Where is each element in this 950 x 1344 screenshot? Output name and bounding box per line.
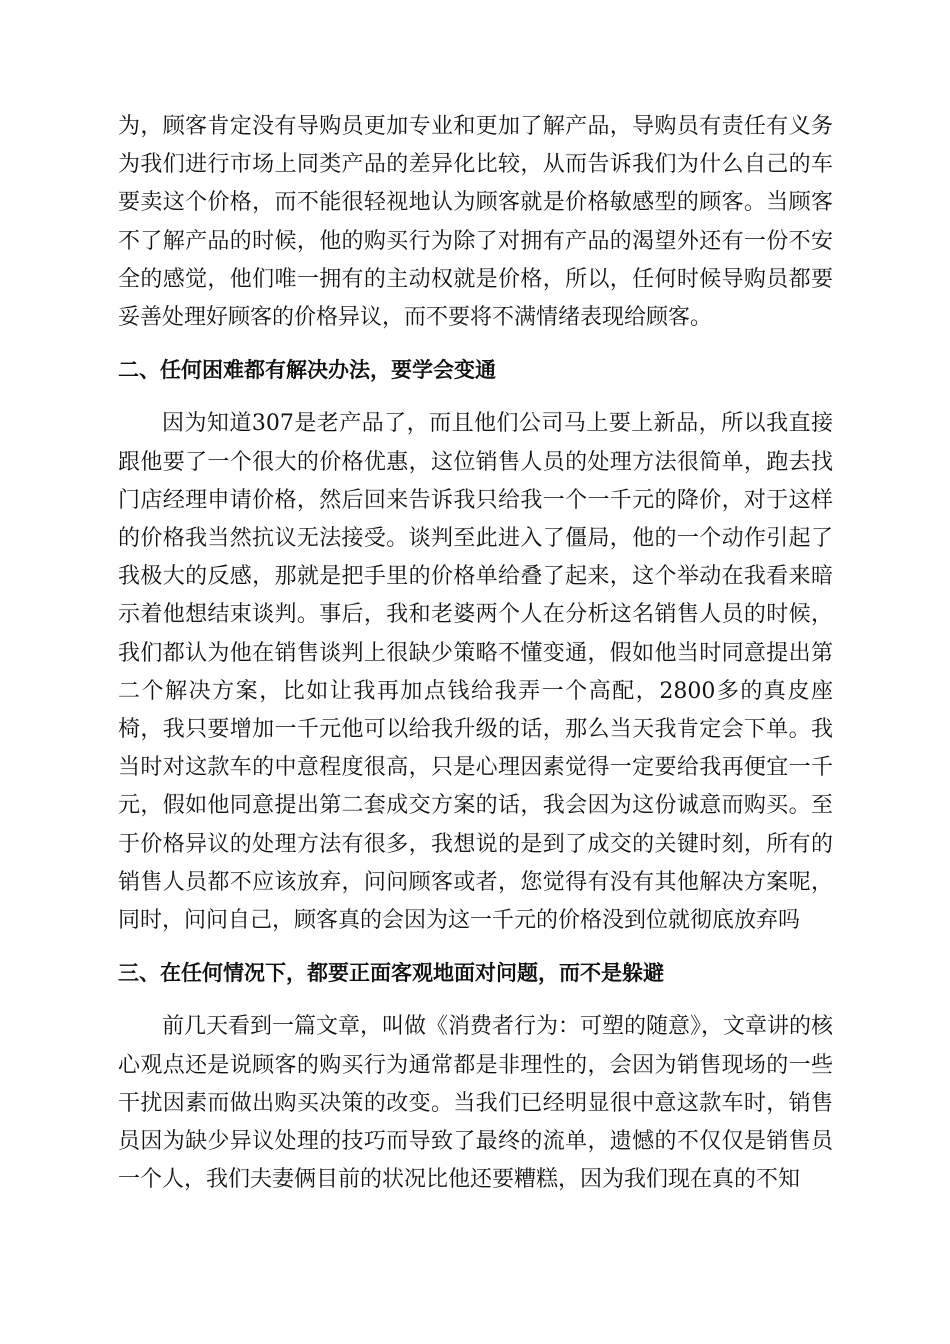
document-page — [118, 108, 833, 1199]
section-heading: 二、任何困难都有解决办法，要学会变通 — [118, 358, 496, 383]
body-paragraph: 因为知道307是老产品了，而且他们公司马上要上新品，所以我直接跟他要了一个很大的价格优惠，这位销售人员的处理方法很简单，跑去找门店经理申请价格，然后回来告诉我只给我一个一千元的降价，对于这样的价格我当然抗议无法接受。谈判至此进入了僵局，他的一个动作引起了我极大的反感，那就是把手里的价格单给叠了起来，这个举动在我看来暗示着他想结束谈判。事后，我和老婆两个人在分析这名销售人员的时候，我们都认为他在销售谈判上很缺少策略不懂变通，假如他当时同意提出第二个解决方案，比如让我再加点钱给我弄一个高配，2800多的真皮座椅，我只要增加一千元他可以给我升级的话，那么当天我肯定会下单。我当时对这款车的中意程度很高，只是心理因素觉得一定要给我再便宜一千元，假如他同意提出第二套成交方案的话，我会因为这份诚意而购买。至于价格异议的处理方法有很多，我想说的是到了成交的关键时刻，所有的销售人员都不应该放弃，问问顾客或者，您觉得有没有其他解决方案呢，同时，问问自己，顾客真的会因为这一千元的价格没到位就彻底放弃吗 — [118, 411, 833, 934]
body-paragraph: 前几天看到一篇文章，叫做《消费者行为：可塑的随意》，文章讲的核心观点还是说顾客的购买行为通常都是非理性的，会因为销售现场的一些干扰因素而做出购买决策的改变。当我们已经明显很中意这款车时，销售员因为缺少异议处理的技巧而导致了最终的流单，遗憾的不仅仅是销售员一个人，我们夫妻俩目前的状况比他还要糟糕，因为我们现在真的不知 — [118, 1014, 834, 1193]
body-paragraph: 为，顾客肯定没有导购员更加专业和更加了解产品，导购员有责任有义务为我们进行市场上同类产品的差异化比较，从而告诉我们为什么自己的车要卖这个价格，而不能很轻视地认为顾客就是价格敏感型的顾客。当顾客不了解产品的时候，他的购买行为除了对拥有产品的渴望外还有一份不安全的感觉，他们唯一拥有的主动权就是价格，所以，任何时候导购员都要妥善处理好顾客的价格异议，而不要将不满情绪表现给顾客。 — [118, 114, 833, 331]
section-heading: 三、在任何情况下，都要正面客观地面对问题，而不是躲避 — [118, 961, 664, 986]
